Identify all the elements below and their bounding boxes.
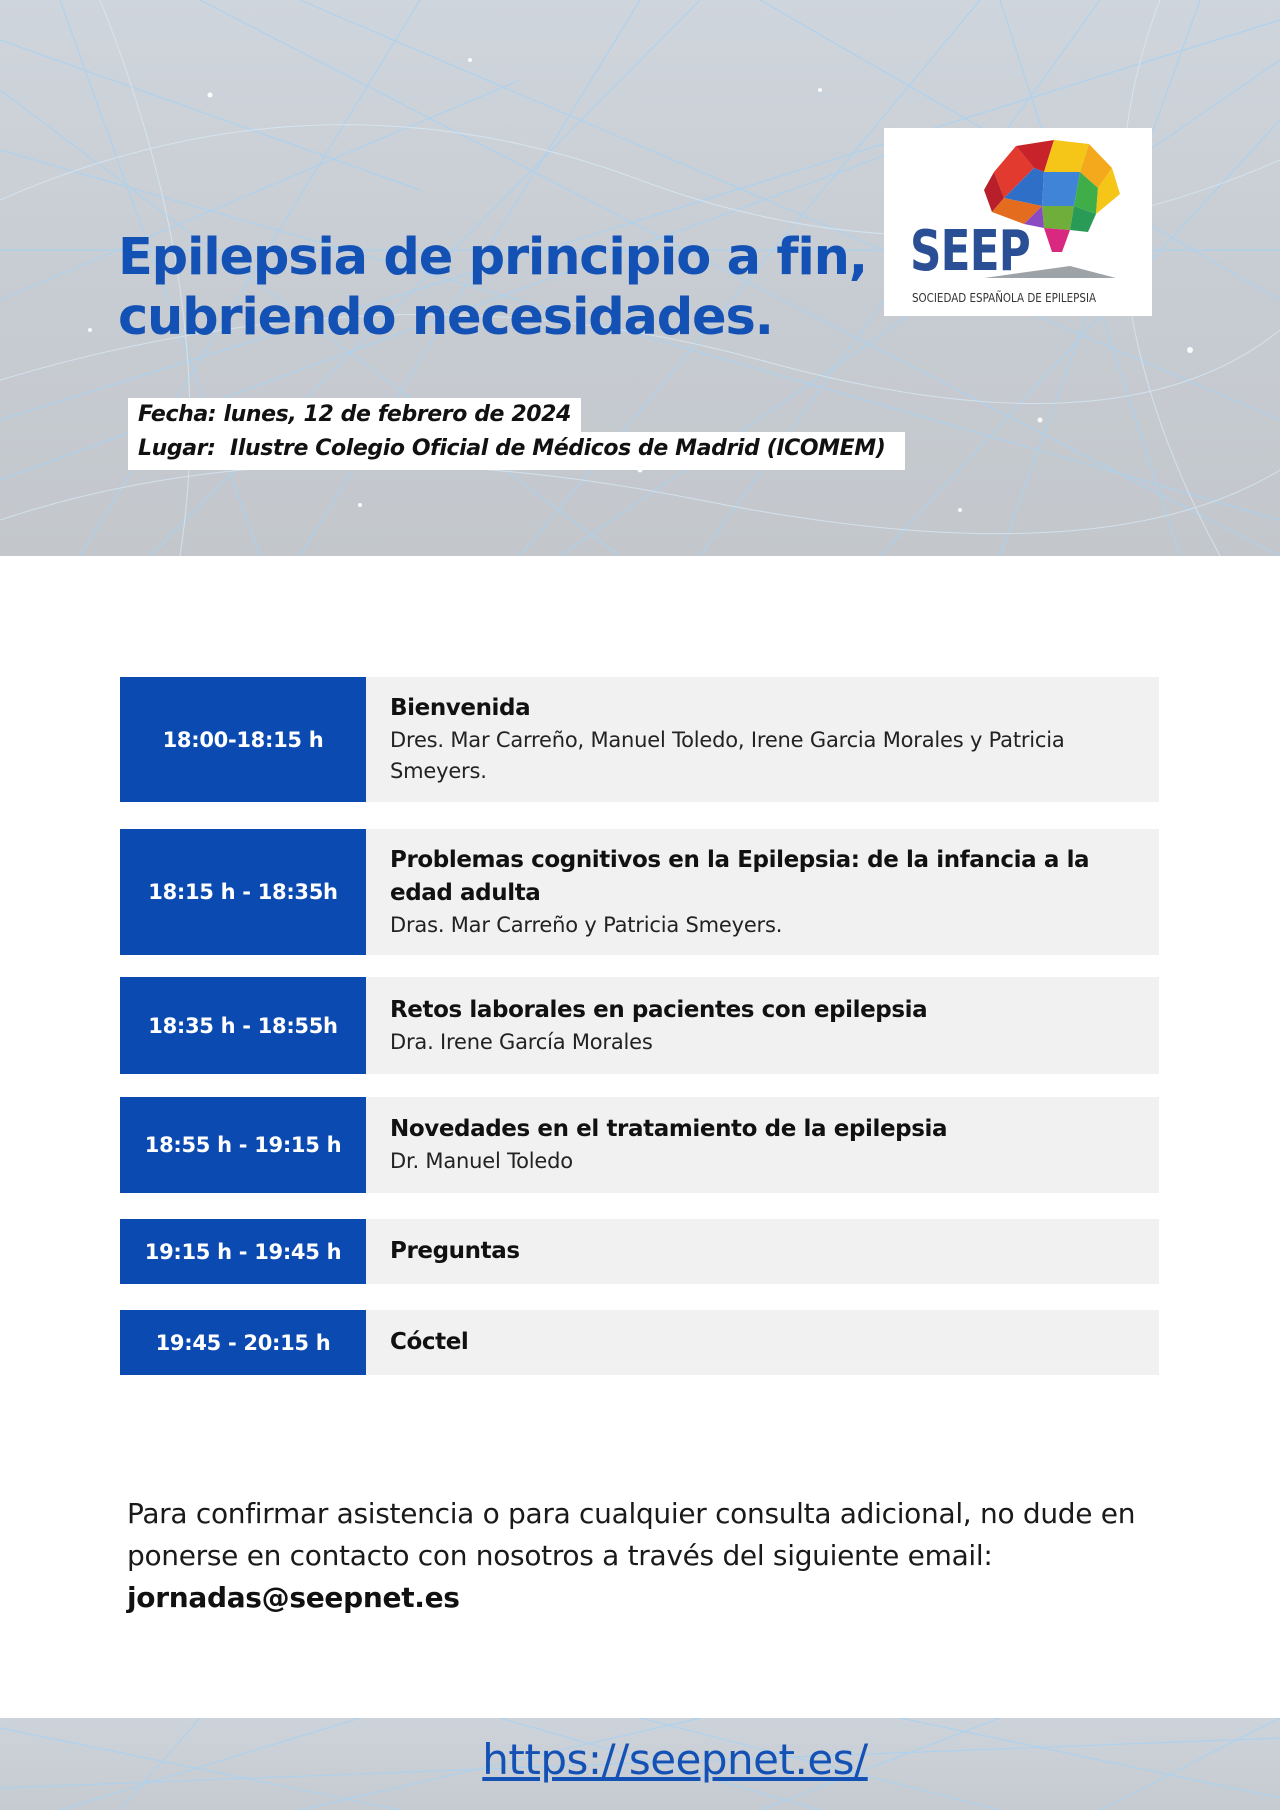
- session-speakers: Dras. Mar Carreño y Patricia Smeyers.: [390, 912, 783, 937]
- session-time: 18:35 h - 18:55h: [120, 977, 366, 1074]
- logo-wordmark: SEEP: [910, 219, 1031, 284]
- session-title: Novedades en el tratamiento de la epilepsia: [390, 1116, 948, 1142]
- event-date: [128, 398, 581, 432]
- session-content: [366, 677, 1159, 802]
- schedule-row: [120, 829, 1159, 955]
- event-place: [128, 432, 905, 470]
- session-speakers: Dr. Manuel Toledo: [390, 1149, 573, 1173]
- session-title: Cóctel: [390, 1329, 469, 1355]
- contact-text: Para confirmar asistencia o para cualquier consulta adicional, no dude en ponerse en contacto con nosotros a través del siguiente email:: [127, 1497, 1136, 1572]
- website-link[interactable]: https://seepnet.es/: [482, 1735, 868, 1784]
- page-title: [118, 228, 878, 348]
- contact-paragraph: [127, 1493, 1137, 1619]
- schedule-row: [120, 677, 1159, 802]
- title-line-1: Epilepsia de principio a fin,: [118, 228, 867, 287]
- contact-email-link[interactable]: jornadas@seepnet.es: [127, 1581, 460, 1614]
- session-speakers: Dra. Irene García Morales: [390, 1029, 653, 1054]
- schedule-row: [120, 1097, 1159, 1193]
- session-time: 18:55 h - 19:15 h: [120, 1097, 366, 1193]
- footer-banner: [0, 1718, 1280, 1810]
- session-content: [366, 1097, 1159, 1193]
- session-title: Problemas cognitivos en la Epilepsia: de la infancia a la edad adulta: [390, 846, 1090, 906]
- session-title: Bienvenida: [390, 695, 531, 721]
- session-content: [366, 1219, 1159, 1284]
- session-time: 19:45 - 20:15 h: [120, 1310, 366, 1375]
- schedule-row: [120, 977, 1159, 1074]
- date-label: Fecha: [138, 402, 208, 427]
- logo-subtitle: SOCIEDAD ESPAÑOLA DE EPILEPSIA: [912, 291, 1097, 305]
- session-title: Preguntas: [390, 1238, 520, 1264]
- session-content: [366, 1310, 1159, 1375]
- session-speakers: Dres. Mar Carreño, Manuel Toledo, Irene Garcia Morales y Patricia Smeyers.: [390, 728, 1065, 783]
- session-time: 18:15 h - 18:35h: [120, 829, 366, 955]
- seep-logo: [884, 128, 1152, 316]
- schedule-row: [120, 1310, 1159, 1375]
- place-value: Ilustre Colegio Oficial de Médicos de Madrid (ICOMEM): [215, 436, 886, 461]
- session-title: Retos laborales en pacientes con epilepsia: [390, 996, 928, 1023]
- session-content: [366, 829, 1159, 955]
- session-content: [366, 977, 1159, 1074]
- date-value: : lunes, 12 de febrero de 2024: [207, 402, 571, 427]
- place-label: Lugar:: [138, 436, 216, 461]
- title-line-2: cubriendo necesidades.: [118, 288, 773, 347]
- session-time: 18:00-18:15 h: [120, 677, 366, 802]
- session-time: 19:15 h - 19:45 h: [120, 1219, 366, 1284]
- schedule-row: [120, 1219, 1159, 1284]
